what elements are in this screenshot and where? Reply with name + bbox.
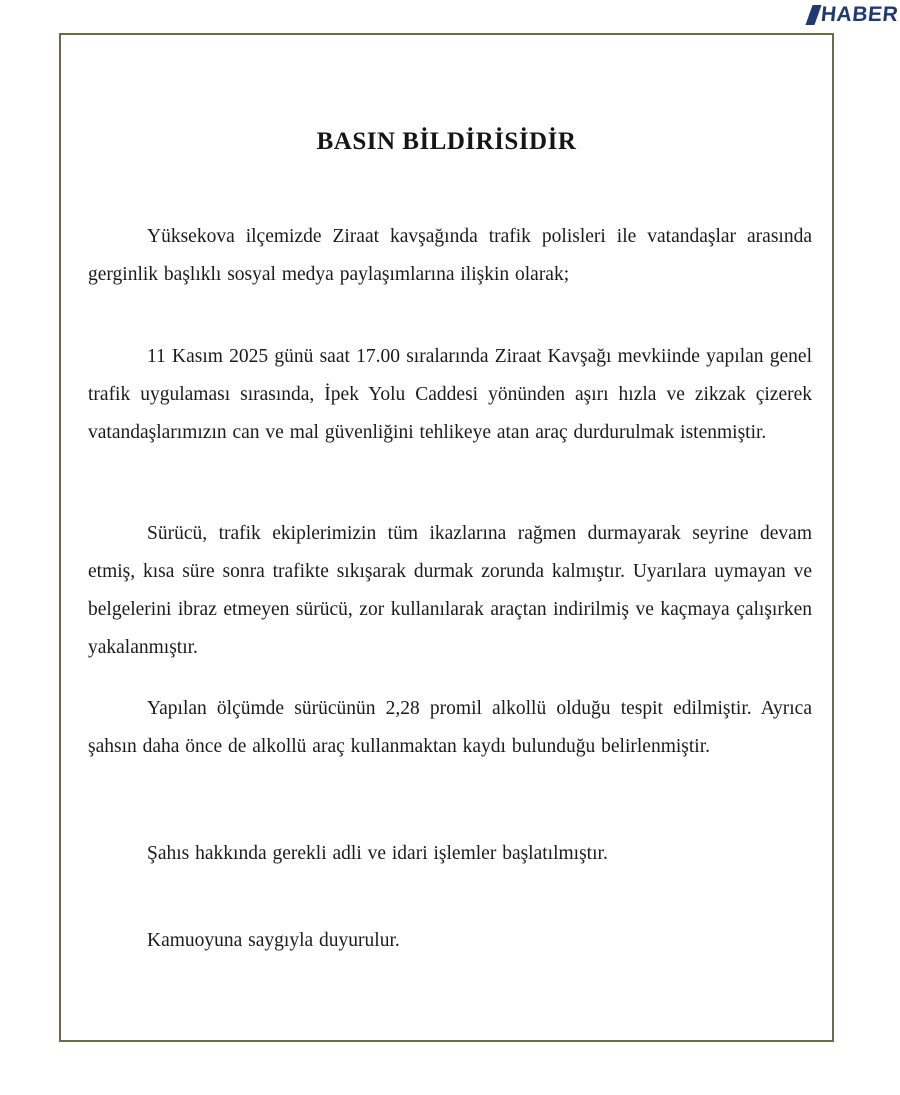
press-release-page [59, 33, 834, 1042]
paragraph-incident: 11 Kasım 2025 günü saat 17.00 sıralarında Ziraat Kavşağı mevkiinde yapılan genel trafik uygulaması sırasında, İpek Yolu Caddesi yönünden aşırı hızla ve zikzak çizerek vatandaşlarımızın can ve mal güvenliğini tehlikeye atan araç durdurulmak istenmiştir. [88, 346, 812, 443]
paragraph-closing: Kamuoyuna saygıyla duyurulur. [147, 930, 400, 951]
logo-text: HABER [819, 3, 900, 26]
news-site-logo [808, 3, 900, 27]
paragraph-intro: Yüksekova ilçemizde Ziraat kavşağında trafik polisleri ile vatandaşlar arasında gerginlik başlıklı sosyal medya paylaşımlarına ilişkin olarak; [88, 226, 812, 285]
paragraph-legal: Şahıs hakkında gerekli adli ve idari işlemler başlatılmıştır. [147, 843, 608, 864]
paragraph-alcohol: Yapılan ölçümde sürücünün 2,28 promil alkollü olduğu tespit edilmiştir. Ayrıca şahsın daha önce de alkollü araç kullanmaktan kaydı bulunduğu belirlenmiştir. [88, 698, 812, 757]
document-title: BASIN BİLDİRİSİDİR [316, 128, 577, 155]
logo-slash-icon [805, 5, 821, 25]
paragraph-driver: Sürücü, trafik ekiplerimizin tüm ikazlarına rağmen durmayarak seyrine devam etmiş, kısa süre sonra trafikte sıkışarak durmak zorunda kalmıştır. Uyarılara uymayan ve belgelerini ibraz etmeyen sürücü, zor kullanılarak araçtan indirilmiş ve kaçmaya çalışırken yakalanmıştır. [88, 523, 812, 658]
